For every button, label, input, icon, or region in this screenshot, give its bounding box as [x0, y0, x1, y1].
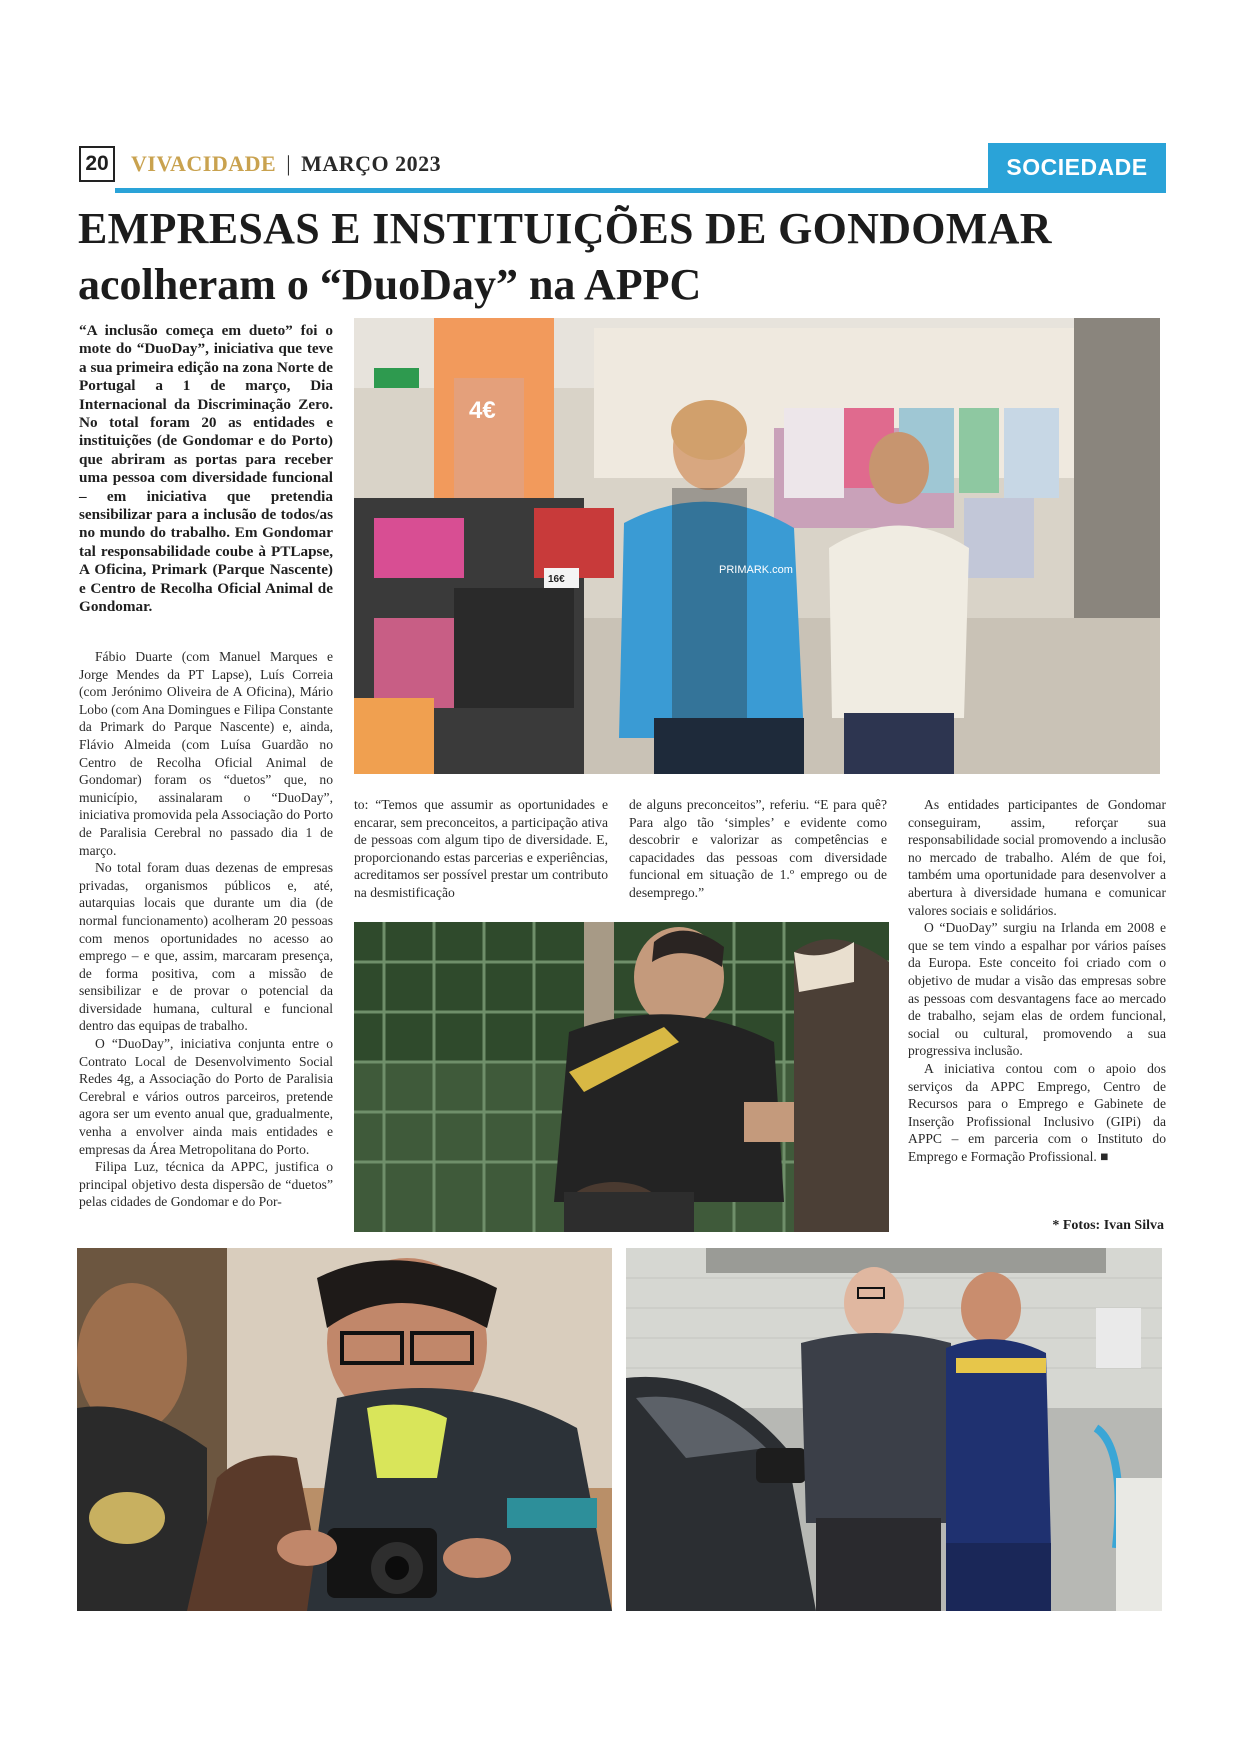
headline: [78, 201, 1158, 313]
body-paragraph: de alguns preconceitos”, referiu. “E para quê? Para algo tão ‘simples’ e evidente como descobrir e valorizar as competências e capacidades das pessoas com diversidade funcional em situação de 1.º emprego ou de desemprego.”: [629, 797, 887, 900]
lead-paragraph: “A inclusão começa em dueto” foi o mote do “DuoDay”, iniciativa que teve a sua primeira edição na zona Norte de Portugal a 1 de março, Dia Internacional da Discriminação Zero. No total foram 20 as entidades e instituições (de Gondomar e do Porto) que abriram as portas para receber uma pessoa com diversidade funcional – em iniciativa que pretendia sensibilizar para a inclusão de todos/as no mundo do trabalho. Em Gondomar tal responsabilidade coube à PTLapse, A Oficina, Primark (Parque Nascente) e Centro de Recolha Oficial Animal de Gondomar.: [79, 322, 333, 616]
body-paragraph: A iniciativa contou com o apoio dos serviços da APPC Emprego, Centro de Recursos para o Emprego e Gabinete de Inserção Profissional Inclusivo (GIPi) da APPC – em parceria com o Instituto do Emprego e Formação Profissional. ■: [908, 1060, 1166, 1164]
body-paragraph: O “DuoDay” surgiu na Irlanda em 2008 e que se tem vindo a espalhar por vários países da Europa. Este conceito foi criado com o objetivo de mudar a visão das empresas sobre as pessoas com desvantagens face ao mercado de trabalho, sejam elas de ordem funcional, social ou cultural, promovendo a sua progressiva inclusão.: [908, 920, 1166, 1059]
body-paragraph: Filipa Luz, técnica da APPC, justifica o principal objetivo desta dispersão de “duetos” pelas cidades de Gondomar e do Por-: [79, 1159, 333, 1210]
body-paragraph: As entidades participantes de Gondomar conseguiram, assim, reforçar sua responsabilidade social promovendo a inclusão no mercado de trabalho. Além de que foi, também uma oportunidade para desenvolver a abertura à diversidade humana e comunicar valores sociais e solidários.: [908, 797, 1166, 918]
headline-line-2: acolheram o “DuoDay” na APPC: [78, 260, 702, 309]
photo-credit: * Fotos: Ivan Silva: [1052, 1218, 1164, 1233]
store-logo: PRIMARK.com: [719, 564, 793, 576]
section-tab: SOCIEDADE: [988, 143, 1166, 191]
issue-date: MARÇO 2023: [301, 151, 442, 176]
masthead-separator: |: [286, 151, 292, 176]
price-tag: 16€: [548, 574, 565, 585]
body-paragraph: to: “Temos que assumir as oportunidades e encarar, sem preconceitos, a participação ativa de pessoas com algum tipo de diversidade. E, proporcionando estas parcerias e experiências, acreditamos ser possível prestar um contributo na desmistificação: [354, 797, 608, 900]
body-column-4: [908, 796, 1166, 1165]
page-number: 20: [79, 146, 115, 182]
header-rule: [115, 188, 1166, 193]
body-column-1: [79, 648, 333, 1211]
body-paragraph: No total foram duas dezenas de empresas privadas, organismos públicos e, até, autarquias locais que durante um dia (de normal funcionamento) acolheram 20 pessoas com menos oportunidades no acesso ao emprego – e que, assim, marcaram presença, de forma positiva, com a missão de sensibilizar e de provar o potencial da diversidade humana, cultural e funcional dentro das equipas de trabalho.: [79, 860, 333, 1034]
body-column-2: [354, 796, 608, 902]
headline-line-1: EMPRESAS E INSTITUIÇÕES DE GONDOMAR: [78, 204, 1052, 253]
photo-garage-workshop: [626, 1248, 1162, 1611]
price-tag: 4€: [469, 397, 496, 424]
photo-store-scene: [354, 318, 1160, 774]
publication-name: VIVACIDADE: [131, 151, 277, 176]
body-column-3: [629, 796, 887, 902]
photo-dog-shelter: [354, 922, 889, 1232]
photo-camera-workshop: [77, 1248, 612, 1611]
body-paragraph: O “DuoDay”, iniciativa conjunta entre o Contrato Local de Desenvolvimento Social Redes 4g, a Associação do Porto de Paralisia Cerebral e vários outros parceiros, pretende agora ser um evento anual que, gradualmente, venha a envolver ainda mais entidades e empresas da Área Metropolitana do Porto.: [79, 1036, 333, 1157]
body-paragraph: Fábio Duarte (com Manuel Marques e Jorge Mendes da PT Lapse), Luís Correia (com Jerónimo Oliveira de A Oficina), Mário Lobo (com Ana Domingues e Filipa Constante da Primark do Parque Nascente) e, ainda, Flávio Almeida (com Luísa Guardão no Centro de Recolha Oficial Animal de Gondomar) foram os “duetos” que, no município, assinalaram o “DuoDay”, iniciativa promovida pela Associação do Porto de Paralisia Cerebral no passado dia 1 de março.: [79, 649, 333, 858]
masthead: [131, 151, 441, 177]
